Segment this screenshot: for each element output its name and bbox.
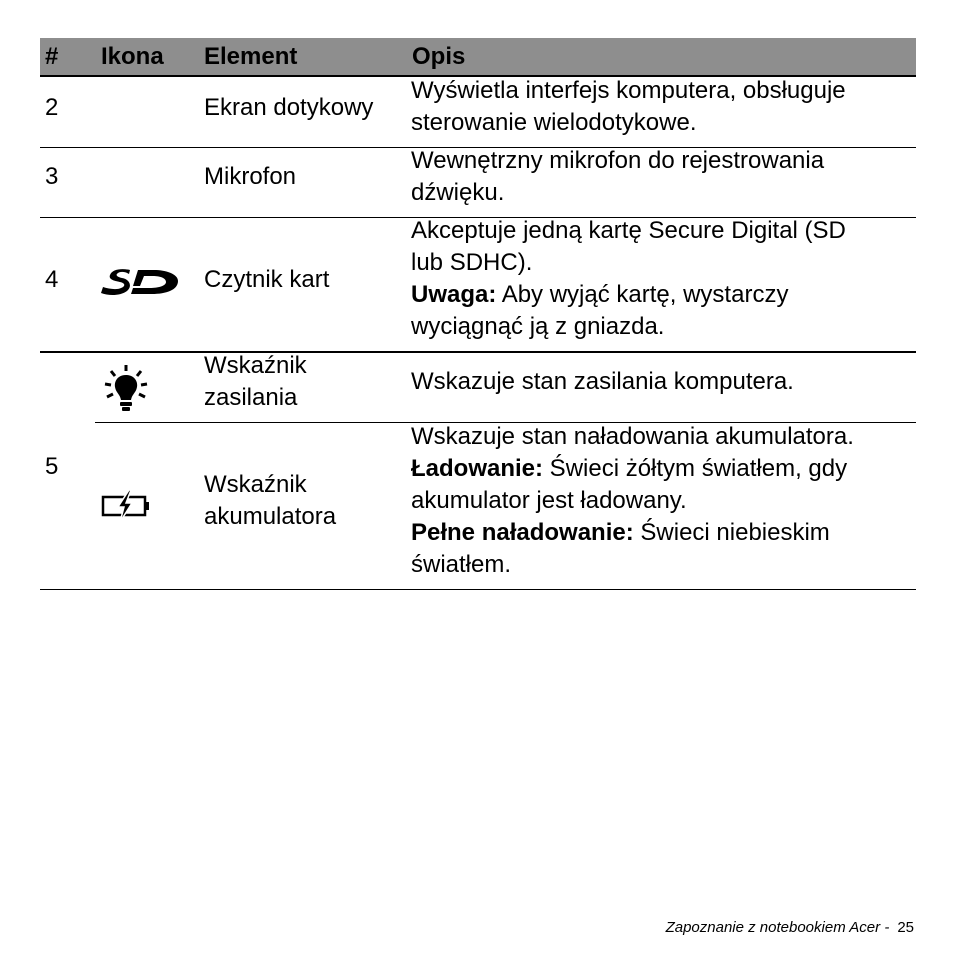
charging-label: Ładowanie: [411, 455, 544, 482]
row-desc [411, 421, 854, 581]
table-bottom-rule [40, 589, 916, 590]
full-label: Pełne naładowanie: [411, 519, 634, 546]
row-divider [40, 351, 916, 353]
battery-charge-icon [101, 489, 151, 523]
row-num: 2 [45, 94, 59, 121]
charging-text: Świeci żółtym światłem, gdy [543, 455, 848, 482]
desc-line: dźwięku. [411, 179, 505, 206]
desc-line: lub SDHC). [411, 249, 533, 276]
power-light-icon [103, 364, 149, 414]
charging-text: akumulator jest ładowany. [411, 487, 687, 514]
row-num: 5 [45, 453, 59, 480]
header-element: Element [204, 43, 298, 70]
row-num: 3 [45, 163, 59, 190]
full-text: Świeci niebieskim [633, 519, 830, 546]
header-desc: Opis [412, 43, 466, 70]
row-desc: Wskazuje stan zasilania komputera. [411, 368, 794, 395]
row-num: 4 [45, 266, 59, 293]
row-element: Mikrofon [204, 163, 297, 190]
row-element [204, 350, 307, 414]
charging-line [411, 453, 854, 485]
row-element: Czytnik kart [204, 266, 330, 293]
row-desc [411, 145, 824, 209]
desc-line: sterowanie wielodotykowe. [411, 109, 697, 136]
desc-line: Wyświetla interfejs komputera, obsługuje [411, 77, 846, 104]
table-header [40, 38, 916, 77]
row-desc [411, 75, 846, 139]
note-line [411, 279, 846, 311]
page-footer [666, 918, 914, 938]
note-text: Aby wyjąć kartę, wystarczy [496, 281, 789, 308]
desc-line: Akceptuje jedną kartę Secure Digital (SD [411, 217, 846, 244]
element-line: Wskaźnik [204, 352, 307, 379]
row-desc [411, 215, 846, 343]
row-element: Ekran dotykowy [204, 94, 374, 121]
page-number: 25 [897, 919, 914, 936]
full-text: światłem. [411, 551, 512, 578]
note-text: wyciągnąć ją z gniazda. [411, 313, 665, 340]
note-label: Uwaga: [411, 281, 497, 308]
full-line [411, 517, 854, 549]
header-num: # [45, 43, 59, 70]
row-element [204, 469, 336, 533]
element-line: zasilania [204, 384, 298, 411]
footer-text: Zapoznanie z notebookiem Acer - [665, 919, 890, 936]
desc-line: Wskazuje stan naładowania akumulatora. [411, 423, 854, 450]
element-line: Wskaźnik [204, 471, 307, 498]
element-line: akumulatora [204, 503, 337, 530]
desc-line: Wewnętrzny mikrofon do rejestrowania [411, 147, 825, 174]
sd-card-icon [100, 267, 180, 297]
header-icon: Ikona [101, 43, 164, 70]
